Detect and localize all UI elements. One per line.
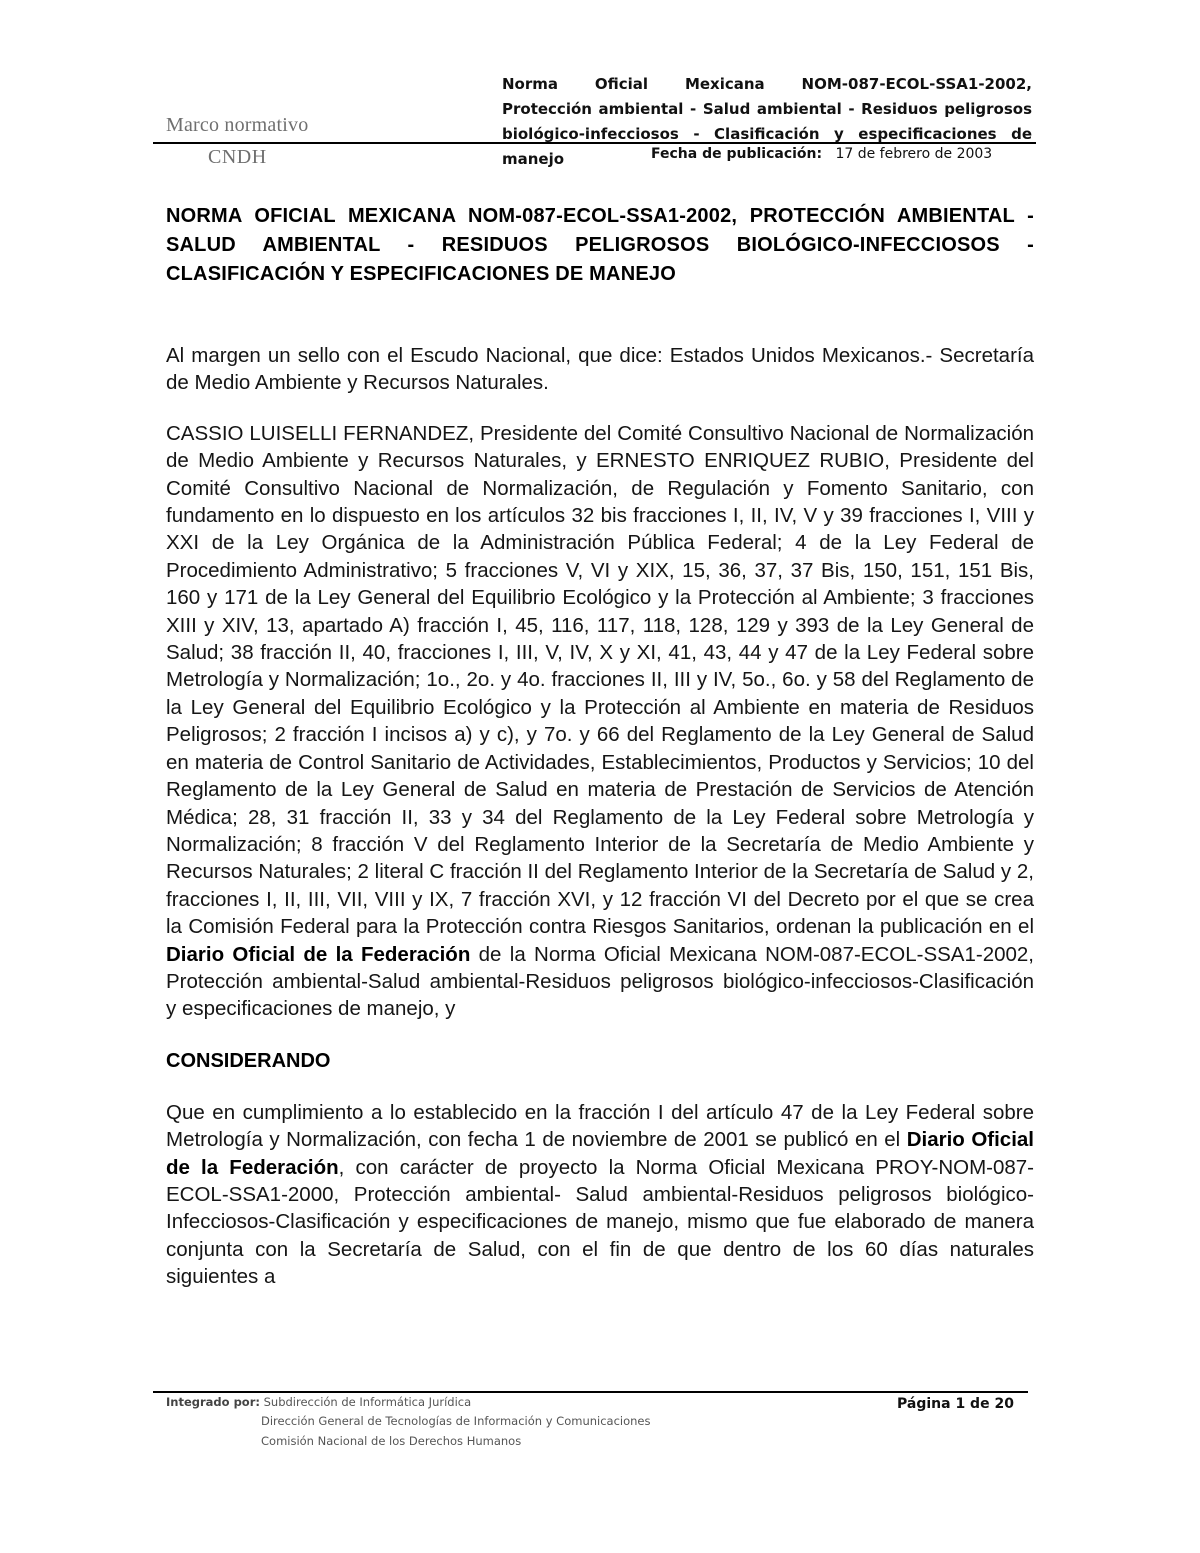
paragraph-seal: Al margen un sello con el Escudo Nacional, que dice: Estados Unidos Mexicanos.- Secretaría de Medio Ambiente y Recursos Naturales. bbox=[166, 344, 1034, 395]
integrated-by-label: Integrado por: bbox=[166, 1395, 260, 1409]
integrated-by-value: Subdirección de Informática Jurídica bbox=[259, 1395, 472, 1409]
header-document-title: Norma Oficial Mexicana NOM-087-ECOL-SSA1-2002, Protección ambiental - Salud ambiental - Residuos peligrosos biológico-infecciosos - Clasificación y especificaciones de manejo bbox=[502, 75, 1032, 168]
header-section-label: Marco normativo bbox=[166, 114, 309, 136]
header-divider bbox=[153, 142, 1036, 144]
preamble-text-start: CASSIO LUISELLI FERNANDEZ, Presidente del Comité Consultivo Nacional de Normalización de Medio Ambiente y Recursos Naturales, y ERNESTO ENRIQUEZ RUBIO, Presidente del Comité Consultivo Nacional de Normalización, de Regulación y Fomento Sanitario, con fundamento en lo dispuesto en los artículos 32 bis fracciones I, II, IV, V y 39 fracciones I, VIII y XXI de la Ley Orgánica de la Administración Pública Federal; 4 de la Ley Federal de Procedimiento Administrativo; 5 fracciones V, VI y XIX, 15, 36, 37, 37 Bis, 150, 151, 151 Bis, 160 y 171 de la Ley General del Equilibrio Ecológico y la Protección al Ambiente; 3 fracciones XIII y XIV, 13, apartado A) fracción I, 45, 116, 117, 118, 128, 129 y 393 de la Ley General de Salud; 38 fracción II, 40, fracciones I, III, V, IV, X y XI, 41, 43, 44 y 47 de la Ley Federal sobre Metrología y Normalización; 1o., 2o. y 4o. fracciones II, III y IV, 5o., 6o. y 58 del Reglamento de la Ley General del Equilibrio Ecológico y la Protección al Ambiente en materia de Residuos Peligrosos; 2 fracción I incisos a) y c), y 7o. y 66 del Reglamento de la Ley General de Salud en materia de Control Sanitario de Actividades, Establecimientos, Productos y Servicios; 10 del Reglamento de la Ley General de Salud en materia de Prestación de Servicios de Atención Médica; 28, 31 fracción II, 33 y 34 del Reglamento de la Ley Federal sobre Metrología y Normalización; 8 fracción V del Reglamento Interior de la Secretaría de Medio Ambiente y Recursos Naturales; 2 literal C fracción II del Reglamento Interior de la Secretaría de Salud y 2, fracciones I, II, III, VII, VIII y IX, 7 fracción XVI, y 12 fracción VI del Decreto por el que se crea la Comisión Federal para la Protección contra Riesgos Sanitarios, ordenan la publicación en el bbox=[166, 421, 1034, 939]
footer-commission: Comisión Nacional de los Derechos Humanos bbox=[261, 1434, 522, 1448]
considerando-text-end: , con carácter de proyecto la Norma Oficial Mexicana PROY-NOM-087-ECOL-SSA1-2000, Protección ambiental- Salud ambiental-Residuos peligrosos biológico-Infecciosos-Clasificación y especificaciones de manejo, mismo que fue elaborado de manera conjunta con la Secretaría de Salud, con el fin de que dentro de los 60 días naturales siguientes a bbox=[166, 1155, 1035, 1289]
header-publication-date bbox=[651, 146, 992, 162]
considerando-text-start: Que en cumplimiento a lo establecido en la fracción I del artículo 47 de la Ley Federal sobre Metrología y Normalización, con fecha 1 de noviembre de 2001 se publicó en el bbox=[166, 1100, 1034, 1152]
preamble-dof-emphasis: Diario Oficial de la Federación bbox=[166, 942, 471, 966]
footer-integrated-by bbox=[166, 1395, 471, 1409]
header-organization: CNDH bbox=[208, 146, 267, 168]
footer-directorate: Dirección General de Tecnologías de Información y Comunicaciones bbox=[261, 1414, 651, 1428]
publication-date-value: 17 de febrero de 2003 bbox=[835, 146, 993, 162]
section-heading-considerando: CONSIDERANDO bbox=[166, 1049, 331, 1072]
paragraph-preamble bbox=[166, 420, 1034, 1023]
page-number: Página 1 de 20 bbox=[897, 1396, 1014, 1412]
document-title: NORMA OFICIAL MEXICANA NOM-087-ECOL-SSA1-2002, PROTECCIÓN AMBIENTAL - SALUD AMBIENTAL - RESIDUOS PELIGROSOS BIOLÓGICO-INFECCIOSOS - CLASIFICACIÓN Y ESPECIFICACIONES DE MANEJO bbox=[166, 205, 1034, 285]
paragraph-considerando bbox=[166, 1099, 1034, 1291]
considerando-dof-emphasis: Diario Oficial de la Federación bbox=[166, 1128, 1034, 1179]
document-body bbox=[166, 202, 1034, 1291]
preamble-text-end: de la Norma Oficial Mexicana NOM-087-ECOL-SSA1-2002, Protección ambiental-Salud ambiental-Residuos peligrosos biológico-infecciosos-Clasificación y especificaciones de manejo, y bbox=[166, 942, 1035, 1021]
footer-divider bbox=[153, 1391, 1028, 1393]
publication-date-label: Fecha de publicación: bbox=[651, 146, 823, 162]
